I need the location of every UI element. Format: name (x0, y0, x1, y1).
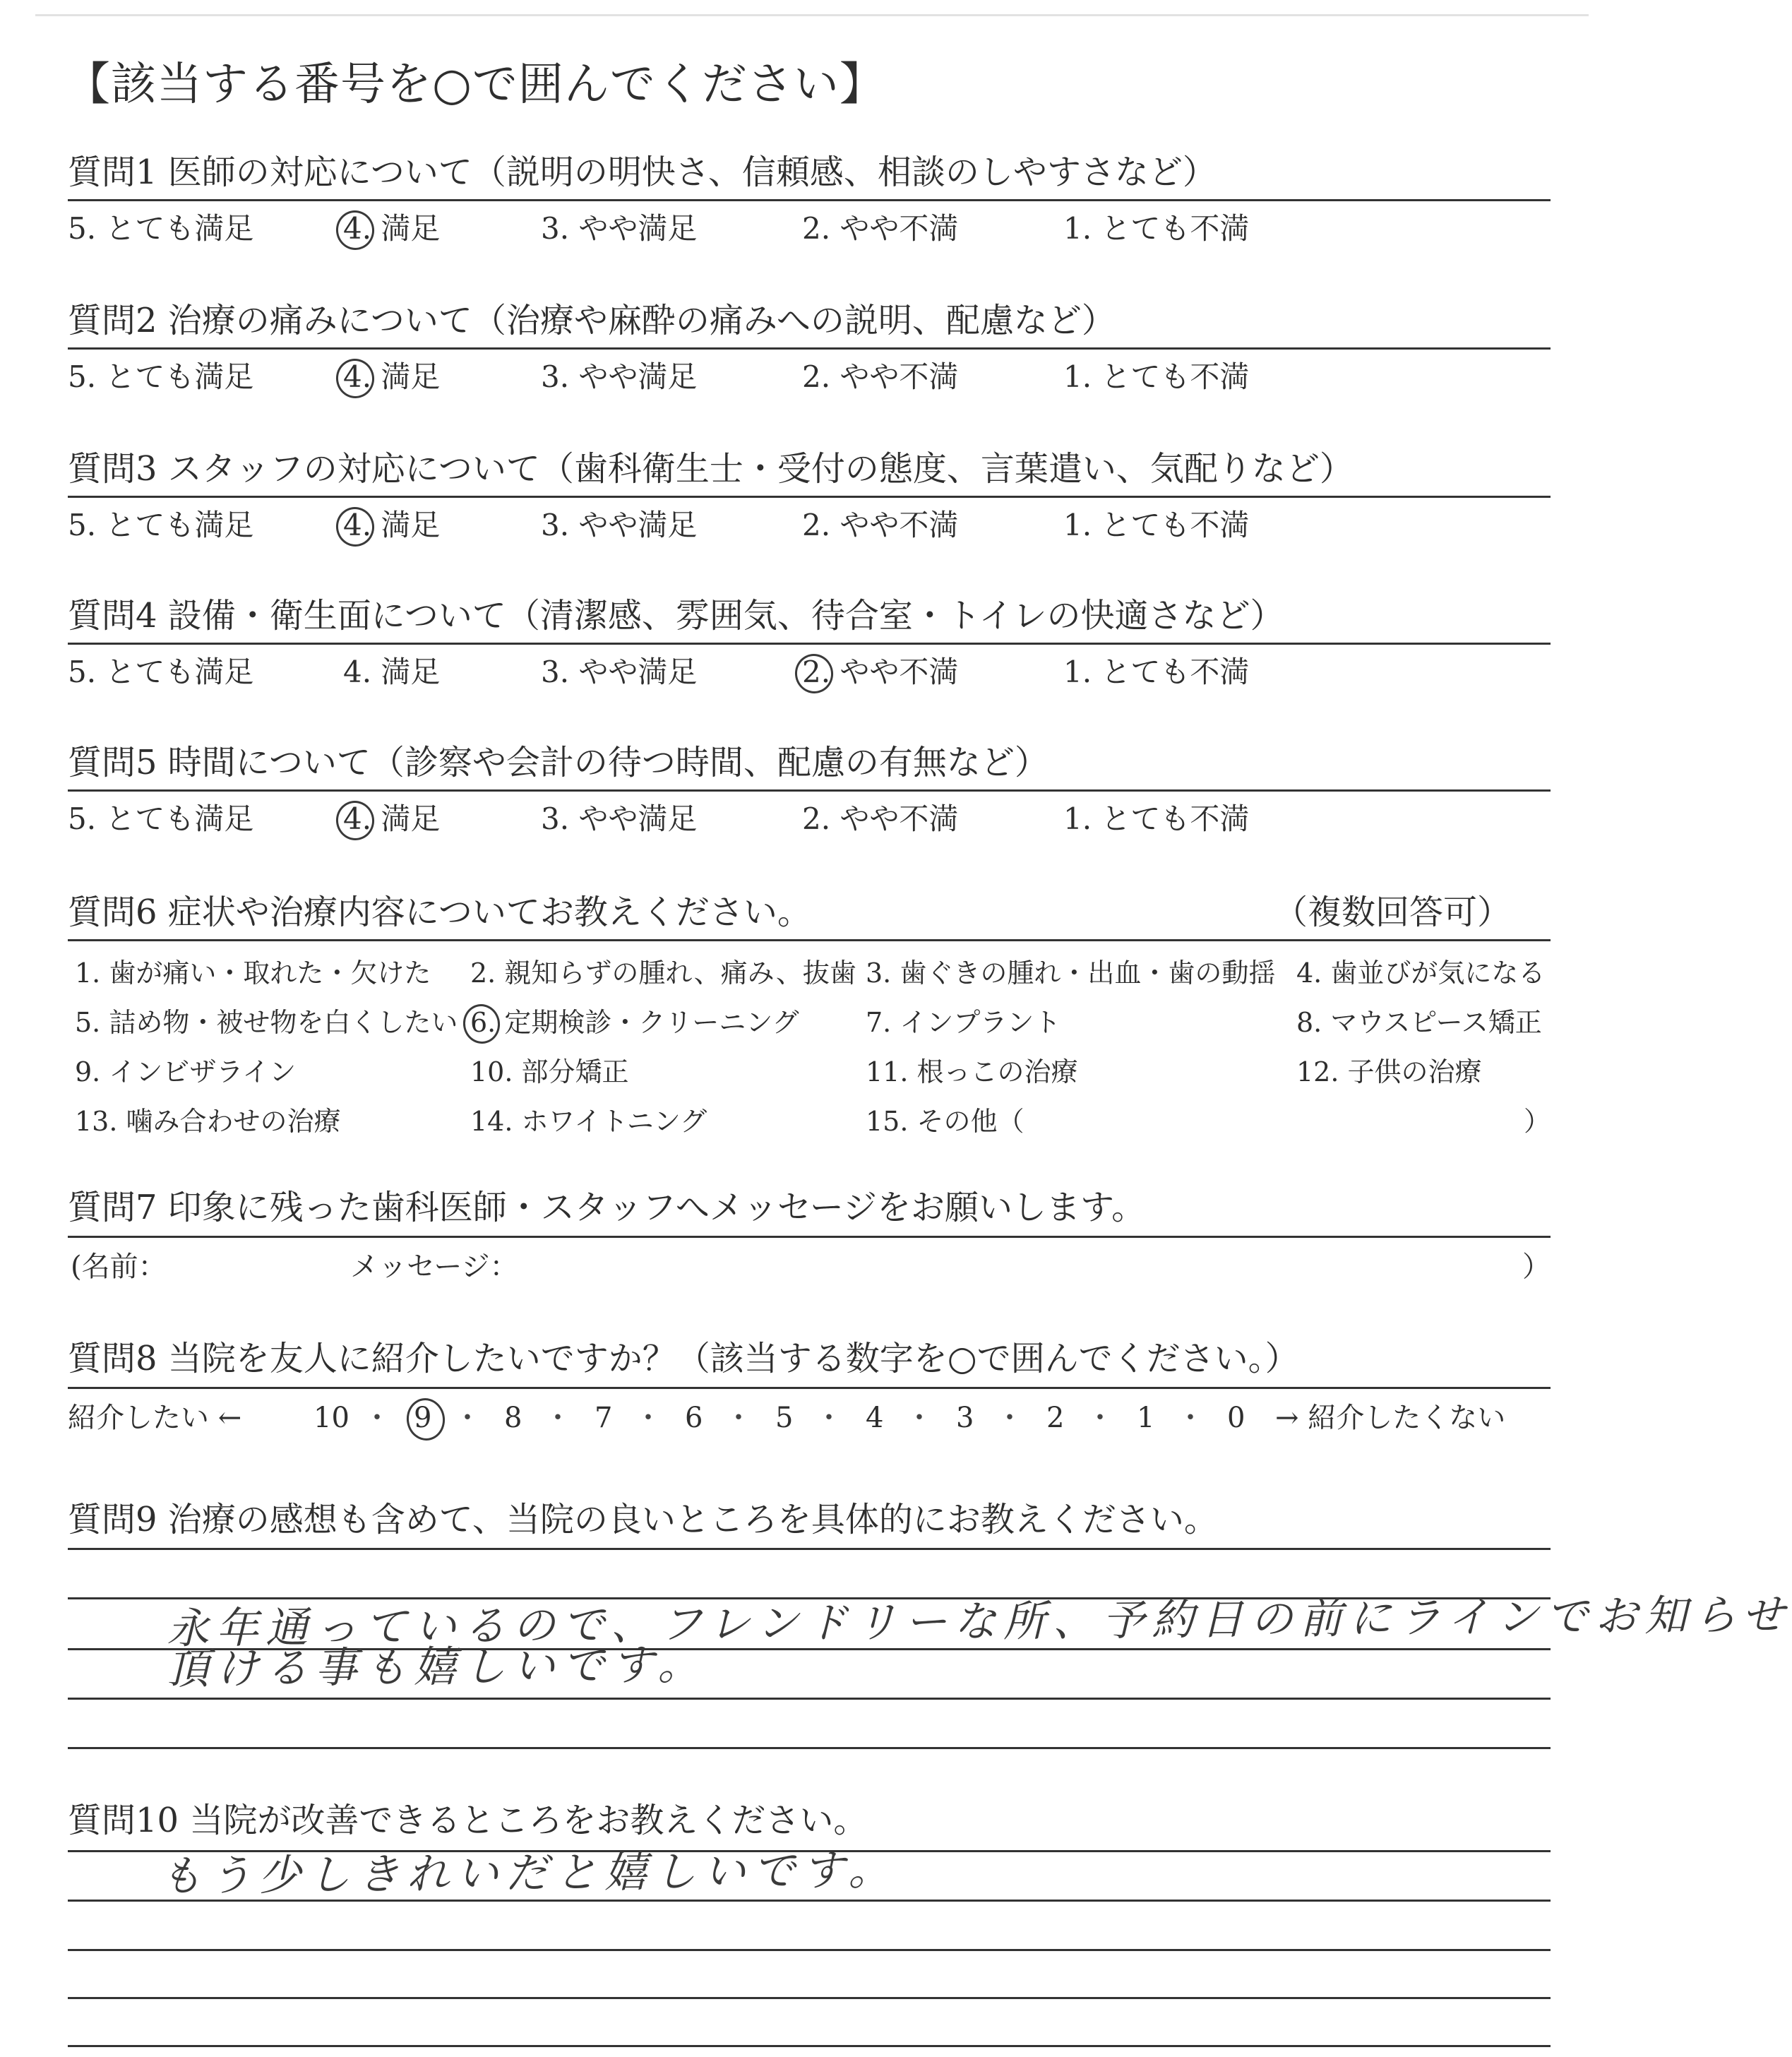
rating-options (68, 651, 1551, 693)
message-field-label: メッセージ： (350, 1251, 518, 1283)
option-5[interactable]: 5. とても満足 (68, 211, 254, 246)
divider (68, 789, 1551, 792)
form-heading: 【該当する番号を○で囲んでください】 (65, 59, 885, 111)
option-4-selected[interactable]: 4. 満足 (343, 504, 440, 547)
divider (68, 1236, 1551, 1238)
scale-separator: ・ (996, 1402, 1024, 1434)
option-2[interactable]: 2. やや不満 (802, 508, 959, 542)
rating-options (68, 798, 1551, 840)
rating-options (68, 208, 1551, 250)
writing-line (68, 1949, 1551, 1951)
recommend-scale (68, 1397, 1551, 1439)
question-10 (68, 1799, 1551, 2053)
option-4-selected[interactable]: 4. 満足 (343, 356, 440, 398)
scale-separator: ・ (815, 1402, 843, 1434)
option-3[interactable]: 3. やや満足 (541, 359, 698, 394)
option-3[interactable]: 3. やや満足 (541, 655, 698, 689)
option-5[interactable]: 5. とても満足 (68, 801, 254, 836)
scale-value[interactable]: 4 (866, 1402, 884, 1434)
top-border (35, 14, 1589, 16)
question-7 (68, 1186, 1551, 1299)
option-2[interactable]: 2. やや不満 (802, 211, 959, 246)
option-5[interactable]: 5. とても満足 (68, 655, 254, 689)
scale-right-label: → 紹介したくない (1275, 1402, 1506, 1434)
question-3 (68, 448, 1551, 547)
question-title: 質問9 治療の感想も含めて、当院の良いところを具体的にお教えください。 (68, 1500, 1218, 1539)
symptom-option[interactable]: 13. 噛み合わせの治療 (75, 1106, 341, 1137)
scale-value[interactable]: 5 (775, 1402, 794, 1434)
question-9 (68, 1498, 1792, 1781)
question-4 (68, 595, 1551, 693)
option-5[interactable]: 5. とても満足 (68, 508, 254, 542)
writing-line (68, 1698, 1551, 1700)
option-4-selected[interactable]: 4. 満足 (343, 798, 440, 840)
question-5 (68, 741, 1551, 840)
scale-separator: ・ (453, 1402, 482, 1434)
divider (68, 1387, 1551, 1389)
scale-separator: ・ (1176, 1402, 1205, 1434)
scale-value[interactable]: 8 (504, 1402, 522, 1434)
scale-value[interactable]: 0 (1227, 1402, 1246, 1434)
symptom-option[interactable]: 4. 歯並びが気になる (1296, 958, 1546, 989)
message-close-paren: ） (1522, 1251, 1551, 1283)
question-8 (68, 1337, 1551, 1450)
option-1[interactable]: 1. とても不満 (1063, 211, 1250, 246)
scale-value[interactable]: 3 (956, 1402, 974, 1434)
symptom-option[interactable]: 5. 詰め物・被せ物を白くしたい (75, 1007, 458, 1038)
symptom-option[interactable]: 12. 子供の治療 (1296, 1056, 1482, 1087)
option-2[interactable]: 2. やや不満 (802, 801, 959, 836)
other-close-paren: ） (1523, 1106, 1551, 1137)
handwritten-answer-line: もう少しきれいだと嬉しいです。 (159, 1845, 898, 1902)
divider (68, 496, 1551, 498)
rating-options (68, 504, 1551, 547)
question-title: 質問5 時間について（診察や会計の待つ時間、配慮の有無など） (68, 743, 1049, 782)
scale-value[interactable]: 1 (1137, 1402, 1155, 1434)
option-3[interactable]: 3. やや満足 (541, 508, 698, 542)
question-2 (68, 299, 1551, 398)
scale-separator: ・ (1086, 1402, 1114, 1434)
handwritten-answer-line: 頂ける事も嬉しいです。 (166, 1640, 707, 1695)
handwritten-answer-line: 永年通っているので、フレンドリーな所、予約日の前にラインでお知らせ (166, 1590, 1792, 1654)
divider (68, 347, 1551, 350)
symptom-option[interactable]: 7. インプラント (866, 1007, 1061, 1038)
question-title: 質問8 当院を友人に紹介したいですか？（該当する数字を○で囲んでください。） (68, 1339, 1299, 1378)
writing-line (68, 1997, 1551, 1999)
divider (68, 199, 1551, 201)
question-title: 質問3 スタッフの対応について（歯科衛生士・受付の態度、言葉遣い、気配りなど） (68, 449, 1354, 489)
rating-options (68, 356, 1551, 398)
option-5[interactable]: 5. とても満足 (68, 359, 254, 394)
option-1[interactable]: 1. とても不満 (1063, 655, 1250, 689)
symptom-option[interactable]: 2. 親知らずの腫れ、痛み、抜歯 (470, 958, 856, 989)
question-title: 質問6 症状や治療内容についてお教えください。 (68, 893, 811, 932)
scale-separator: ・ (724, 1402, 753, 1434)
symptom-option[interactable]: 9. インビザライン (75, 1056, 297, 1087)
scale-value-selected[interactable]: 9 (414, 1397, 431, 1439)
scale-separator: ・ (634, 1402, 662, 1434)
question-6 (68, 891, 1551, 1159)
question-title: 質問4 設備・衛生面について（清潔感、雰囲気、待合室・トイレの快適さなど） (68, 596, 1284, 636)
option-4-selected[interactable]: 4. 満足 (343, 208, 440, 250)
symptom-option[interactable]: 10. 部分矯正 (470, 1056, 629, 1087)
question-title: 質問10 当院が改善できるところをお教えください。 (68, 1801, 868, 1840)
divider (68, 643, 1551, 645)
scale-separator: ・ (905, 1402, 933, 1434)
symptom-option-other[interactable]: 15. その他（ (866, 1106, 1025, 1137)
scale-value[interactable]: 6 (685, 1402, 703, 1434)
symptom-option[interactable]: 14. ホワイトニング (470, 1106, 707, 1137)
writing-line (68, 1548, 1551, 1550)
symptom-option-selected[interactable]: 6. 定期検診・クリーニング (470, 1003, 799, 1042)
scale-value[interactable]: 7 (595, 1402, 613, 1434)
symptom-option[interactable]: 3. 歯ぐきの腫れ・出血・歯の動揺 (866, 958, 1276, 989)
writing-line (68, 1747, 1551, 1749)
option-3[interactable]: 3. やや満足 (541, 801, 698, 836)
scale-value[interactable]: 2 (1046, 1402, 1065, 1434)
question-title: 質問7 印象に残った歯科医師・スタッフへメッセージをお願いします。 (68, 1188, 1146, 1227)
option-1[interactable]: 1. とても不満 (1063, 359, 1250, 394)
divider (68, 939, 1551, 941)
question-title: 質問1 医師の対応について（説明の明快さ、信頼感、相談のしやすさなど） (68, 153, 1217, 192)
multiple-answer-note: （複数回答可） (1273, 893, 1511, 932)
scale-separator: ・ (544, 1402, 572, 1434)
question-1 (68, 151, 1551, 250)
symptom-option[interactable]: 8. マウスピース矯正 (1296, 1007, 1542, 1038)
symptom-option[interactable]: 1. 歯が痛い・取れた・欠けた (75, 958, 431, 989)
option-4[interactable]: 4. 満足 (343, 655, 441, 689)
name-field-label: (名前： (71, 1251, 167, 1283)
writing-line (68, 2045, 1551, 2047)
scale-separator: ・ (363, 1402, 391, 1434)
option-3[interactable]: 3. やや満足 (541, 211, 698, 246)
option-1[interactable]: 1. とても不満 (1063, 801, 1250, 836)
question-title: 質問2 治療の痛みについて（治療や麻酔の痛みへの説明、配慮など） (68, 301, 1116, 340)
scale-value[interactable]: 10 (313, 1402, 350, 1434)
symptom-option[interactable]: 11. 根っこの治療 (866, 1056, 1078, 1087)
option-1[interactable]: 1. とても不満 (1063, 508, 1250, 542)
option-2[interactable]: 2. やや不満 (802, 359, 959, 394)
scale-left-label: 紹介したい ← (68, 1402, 242, 1434)
option-2-selected[interactable]: 2. やや不満 (802, 651, 958, 693)
